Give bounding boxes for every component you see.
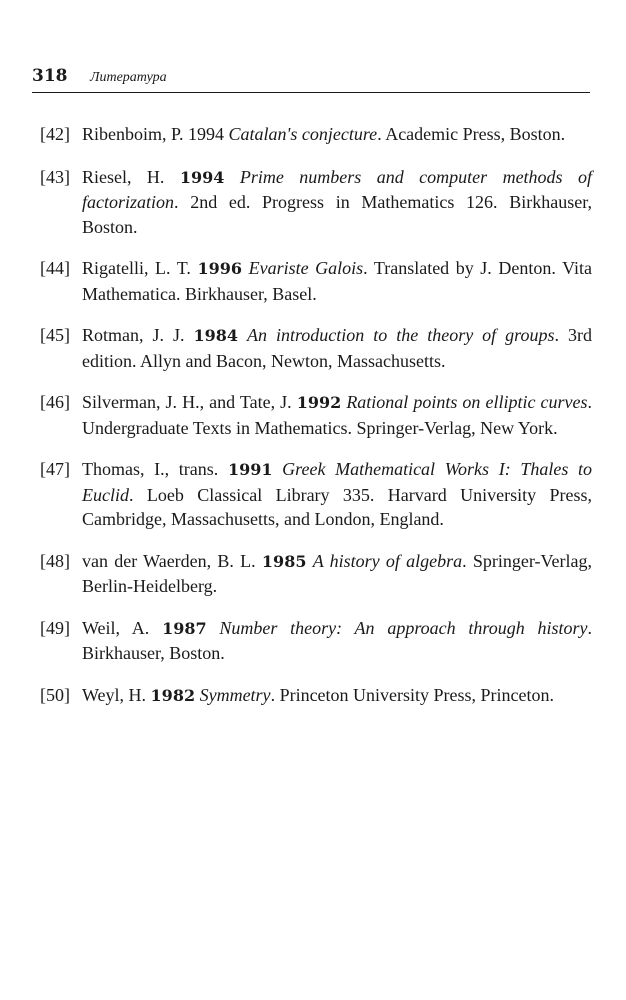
reference-list [40, 122, 592, 725]
reference-item [40, 616, 592, 666]
reference-publisher: . Birkhauser, Boston. [82, 617, 593, 663]
reference-publisher: . Springer-Verlag, Berlin-Heidelberg. [82, 550, 592, 596]
page-number: 318 [32, 66, 68, 86]
reference-year: 1982 [150, 685, 196, 705]
reference-item [40, 323, 592, 373]
reference-author: Thomas, I., trans. [82, 459, 228, 479]
reference-item [40, 122, 592, 148]
reference-publisher: . Academic Press, Boston. [377, 124, 566, 144]
reference-number: [46] [40, 392, 70, 412]
page-header [32, 64, 590, 93]
reference-item [40, 683, 592, 709]
reference-item [40, 256, 592, 306]
reference-title: A history of algebra [312, 550, 463, 571]
reference-publisher: . Loeb Classical Library 335. Harvard University Press, Cambridge, Massachusetts, and London, England. [82, 484, 592, 529]
reference-item [40, 457, 592, 532]
reference-title: Number theory: An approach through history [219, 617, 588, 638]
reference-number: [49] [40, 617, 70, 638]
reference-author: van der Waerden, B. L. [82, 550, 262, 571]
reference-author: Rigatelli, L. T. [82, 258, 198, 278]
reference-author: Riesel, H. [82, 166, 180, 187]
reference-author: Ribenboim, P. 1994 [82, 124, 229, 144]
reference-author: Weyl, H. [82, 684, 151, 705]
reference-year: 1984 [193, 326, 238, 345]
reference-number: [43] [40, 166, 70, 187]
reference-publisher: . 2nd ed. Progress in Mathematics 126. Birkhauser, Boston. [82, 192, 592, 237]
reference-author: Silverman, J. H., and Tate, J. [82, 392, 297, 412]
reference-item [40, 165, 592, 240]
reference-publisher: . Translated by J. Denton. Vita Mathematica. Birkhauser, Basel. [82, 258, 592, 304]
reference-title: Evariste Galois [248, 258, 364, 278]
reference-number: [44] [40, 258, 70, 278]
reference-publisher: . 3rd edition. Allyn and Bacon, Newton, Massachusetts. [82, 325, 592, 371]
reference-title: Catalan's conjecture [228, 124, 378, 144]
reference-year: 1994 [179, 167, 225, 187]
reference-title: Greek Mathematical Works I: Thales to Euclid [82, 459, 592, 505]
reference-author: Rotman, J. J. [82, 325, 194, 345]
reference-year: 1992 [296, 393, 342, 412]
reference-title: Prime numbers and computer methods of factorization [82, 166, 592, 212]
reference-year: 1991 [227, 460, 273, 479]
reference-number: [45] [40, 325, 70, 345]
running-title: Литература [90, 70, 167, 85]
reference-item [40, 390, 592, 440]
reference-title: Rational points on elliptic curves [346, 392, 588, 412]
reference-number: [42] [40, 124, 70, 144]
reference-author: Weil, A. [82, 617, 163, 638]
reference-number: [50] [40, 684, 70, 705]
reference-year: 1996 [197, 259, 243, 278]
reference-publisher: . Princeton University Press, Princeton. [270, 684, 555, 705]
reference-number: [47] [40, 459, 70, 479]
reference-number: [48] [40, 550, 70, 571]
reference-item [40, 549, 592, 599]
reference-title: An introduction to the theory of groups [246, 325, 555, 345]
reference-title: Symmetry [199, 684, 271, 705]
reference-publisher: . Undergraduate Texts in Mathematics. Springer-Verlag, New York. [82, 392, 592, 438]
reference-year: 1985 [261, 551, 307, 571]
reference-year: 1987 [162, 618, 207, 638]
